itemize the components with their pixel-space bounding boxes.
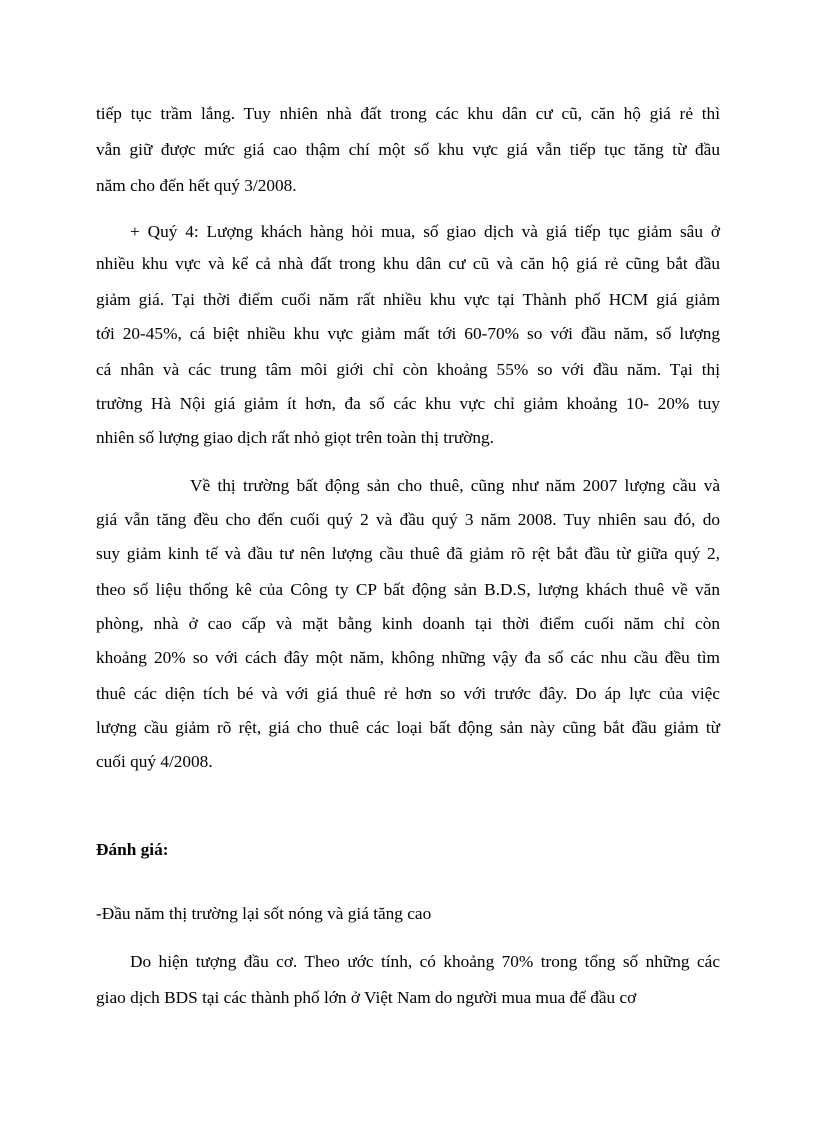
paragraph-2-line-4: tới 20-45%, cá biệt nhiều khu vực giảm mất tới 60-70% so với đầu năm, số lượng [96,324,720,343]
paragraph-3-line-6: khoảng 20% so với cách đây một năm, không những vậy đa số các nhu cầu đều tìm [96,648,720,667]
evaluation-line-1: Do hiện tượng đầu cơ. Theo ước tính, có khoảng 70% trong tổng số những các [130,952,720,971]
evaluation-line-2: giao dịch BDS tại các thành phố lớn ở Việt Nam do người mua mua để đầu cơ [96,988,637,1007]
paragraph-3-line-8: lượng cầu giảm rõ rệt, giá cho thuê các loại bất động sản này cũng bắt đầu giảm từ [96,718,720,737]
evaluation-subheading: -Đầu năm thị trường lại sốt nóng và giá tăng cao [96,904,432,923]
evaluation-heading: Đánh giá: [96,840,169,859]
paragraph-1-line-3: năm cho đến hết quý 3/2008. [96,176,297,195]
paragraph-2-line-6: trường Hà Nội giá giảm ít hơn, đa số các khu vực chỉ giảm khoảng 10- 20% tuy [96,394,720,413]
paragraph-2-line-5: cá nhân và các trung tâm môi giới chỉ còn khoảng 55% so với đầu năm. Tại thị [96,360,720,379]
paragraph-3-line-4: theo số liệu thống kê của Công ty CP bất động sản B.D.S, lượng khách thuê về văn [96,580,720,599]
paragraph-2-line-2: nhiều khu vực và kể cả nhà đất trong khu dân cư cũ và căn hộ giá rẻ cũng bắt đầu [96,254,720,273]
paragraph-3-line-1: Về thị trường bất động sản cho thuê, cũng như năm 2007 lượng cầu và [190,476,720,495]
paragraph-3-line-3: suy giảm kinh tế và đầu tư nên lượng cầu thuê đã giảm rõ rệt bắt đầu từ giữa quý 2, [96,544,720,563]
paragraph-3-line-9: cuối quý 4/2008. [96,752,213,771]
paragraph-3-line-2: giá vẫn tăng đều cho đến cuối quý 2 và đầu quý 3 năm 2008. Tuy nhiên sau đó, do [96,510,720,529]
paragraph-3-line-5: phòng, nhà ở cao cấp và mặt bằng kinh doanh tại thời điểm cuối năm chỉ còn [96,614,720,633]
paragraph-1-line-2: vẫn giữ được mức giá cao thậm chí một số khu vực giá vẫn tiếp tục tăng từ đầu [96,140,720,159]
paragraph-2-line-7: nhiên số lượng giao dịch rất nhỏ giọt trên toàn thị trường. [96,428,494,447]
paragraph-2-line-1: + Quý 4: Lượng khách hàng hỏi mua, số giao dịch và giá tiếp tục giảm sâu ở [130,222,720,241]
paragraph-3-line-7: thuê các diện tích bé và với giá thuê rẻ hơn so với trước đây. Do áp lực của việc [96,684,720,703]
paragraph-2-line-3: giảm giá. Tại thời điểm cuối năm rất nhiều khu vực tại Thành phố HCM giá giảm [96,290,720,309]
paragraph-1-line-1: tiếp tục trầm lắng. Tuy nhiên nhà đất trong các khu dân cư cũ, căn hộ giá rẻ thì [96,104,720,123]
